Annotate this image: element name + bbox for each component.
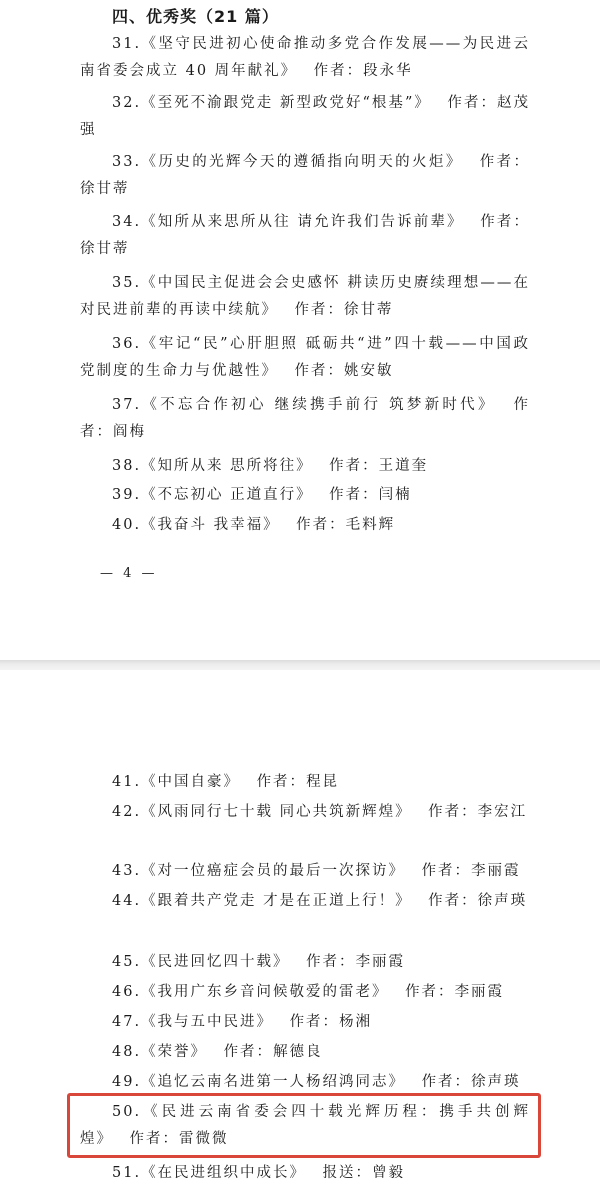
highlight-box xyxy=(67,1093,541,1158)
award-entry-32: 32.《至死不渝跟党走 新型政党好“根基”》 作者：赵茂强 xyxy=(80,95,531,138)
award-entry-40: 40.《我奋斗 我幸福》 作者：毛料辉 xyxy=(112,517,396,533)
award-entry-45: 45.《民进回忆四十载》 作者：李丽霞 xyxy=(112,954,406,970)
section-heading: 四、优秀奖（21 篇） xyxy=(112,7,279,26)
page-number: — 4 — xyxy=(100,566,158,581)
award-entry-50: 50.《民进云南省委会四十载光辉历程：携手共创辉煌》 作者：雷微微 xyxy=(80,1104,530,1147)
award-entry-37: 37.《不忘合作初心 继续携手前行 筑梦新时代》 作者：阎梅 xyxy=(80,397,531,440)
award-entry-49: 49.《追忆云南名进第一人杨绍鸿同志》 作者：徐声瑛 xyxy=(112,1074,521,1090)
award-entry-48: 48.《荣誉》 作者：解德良 xyxy=(112,1044,323,1060)
award-entry-33: 33.《历史的光辉今天的遵循指向明天的火炬》 作者：徐甘蒂 xyxy=(80,154,531,197)
award-entry-44: 44.《跟着共产党走 才是在正道上行！》 作者：徐声瑛 xyxy=(112,893,528,909)
award-entry-46: 46.《我用广东乡音问候敬爱的雷老》 作者：李丽霞 xyxy=(112,984,505,1000)
award-entry-34: 34.《知所从来思所从往 请允许我们告诉前辈》 作者：徐甘蒂 xyxy=(80,214,531,257)
award-entry-47: 47.《我与五中民进》 作者：杨湘 xyxy=(112,1014,373,1030)
award-entry-39: 39.《不忘初心 正道直行》 作者：闫楠 xyxy=(112,487,412,503)
award-entry-38: 38.《知所从来 思所将往》 作者：王道奎 xyxy=(112,458,429,474)
award-entry-36: 36.《牢记“民”心肝胆照 砥砺共“进”四十载——中国政党制度的生命力与优越性》 作者：姚安敏 xyxy=(80,336,530,379)
award-entry-35: 35.《中国民主促进会会史感怀 耕读历史赓续理想——在对民进前辈的再读中续航》 作者：徐甘蒂 xyxy=(80,275,530,318)
award-entry-31: 31.《坚守民进初心使命推动多党合作发展——为民进云南省委会成立 40 周年献礼》 作者：段永华 xyxy=(80,36,530,79)
page-separator xyxy=(0,660,600,670)
award-entry-41: 41.《中国自豪》 作者：程昆 xyxy=(112,774,340,790)
award-entry-51: 51.《在民进组织中成长》 报送：曾毅 xyxy=(112,1165,406,1181)
award-entry-43: 43.《对一位癌症会员的最后一次探访》 作者：李丽霞 xyxy=(112,863,521,879)
award-entry-42: 42.《风雨同行七十载 同心共筑新辉煌》 作者：李宏江 xyxy=(112,804,528,820)
